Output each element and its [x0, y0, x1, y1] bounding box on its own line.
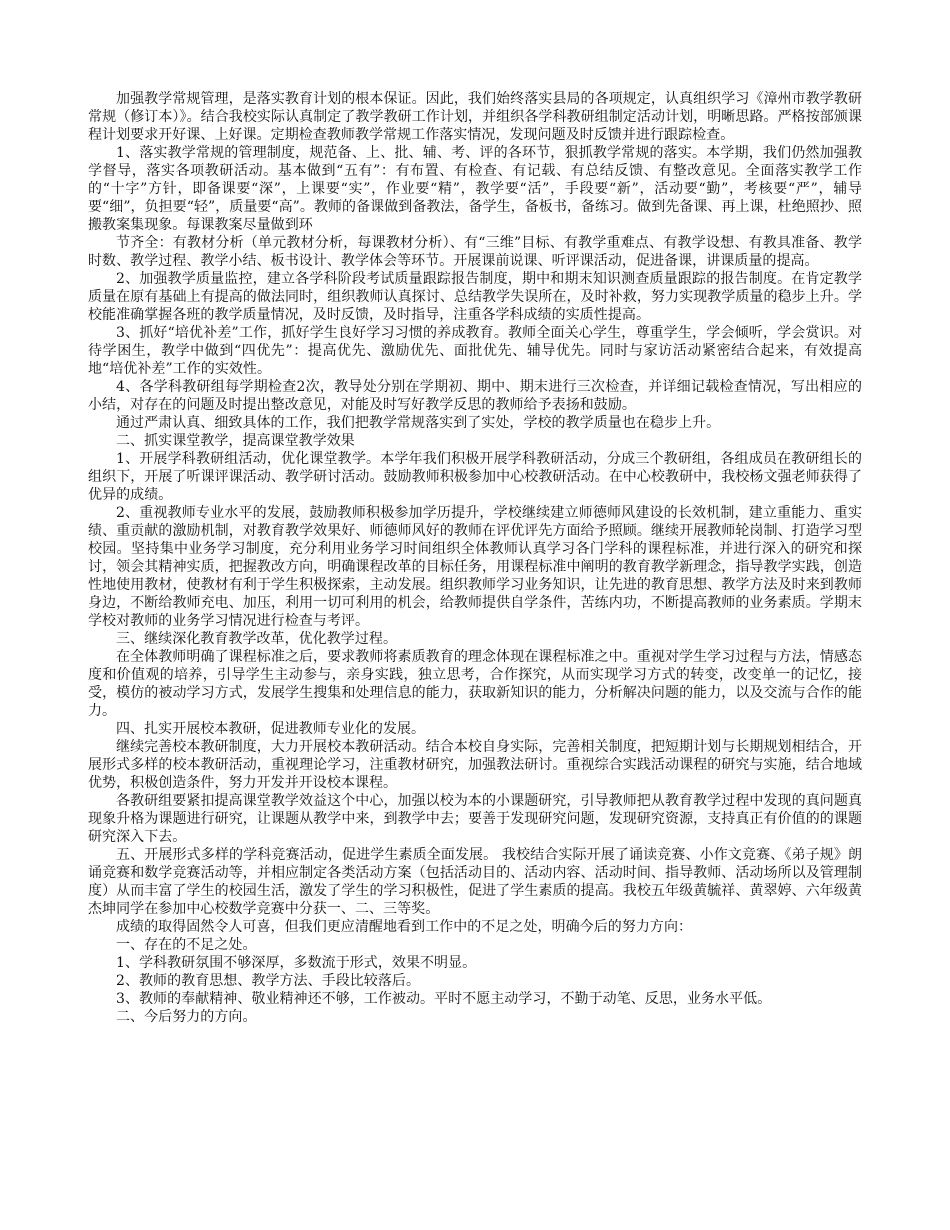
- list-item-shortcoming-3: 3、教师的奉献精神、敬业精神还不够，工作被动。平时不愿主动学习，不勤于动笔、反思，业务水平低。: [116, 991, 772, 1007]
- paragraph-routine-management: 1、落实教学常规的管理制度，规范备、上、批、辅、考、评的各环节，狠抓教学常规的落实。本学期，我们仍然加强教学督导，落实各项教研活动。基本做到“五有”：有布置、有检查、有记载、有总结反馈、有整改意见。全面落实教学工作的“十字”方针，即备课要“深”，上课要“实”，作业要“精”，教学要“活”，手段要“新”，活动要“勤”，考核要“严”，辅导要“细”，负担要“轻”，质量要“高”。教师的备课做到备教法，备学生，备板书，备练习。做到先备课、再上课，杜绝照抄、照搬教案集现象。每课教案尽量做到环: [88, 145, 862, 233]
- paragraph-competitions: 五、开展形式多样的学科竞赛活动，促进学生素质全面发展。 我校结合实际开展了诵读竞赛、小作文竞赛、《弟子规》朗诵竞赛和数学竞赛活动等，并相应制定各类活动方案（包括活动目的、活动内容、活动时间、指导教师、活动场所以及管理制度）从而丰富了学生的校园生活，激发了学生的学习积极性，促进了学生素质的提高。我校五年级黄毓祥、黄翠婷、六年级黄杰坤同学在参加中心校数学竞赛中分获一、二、三等奖。: [88, 847, 862, 917]
- paragraph-quality-monitoring: 2、加强教学质量监控，建立各学科阶段考试质量跟踪报告制度，期中和期末知识测查质量跟踪的报告制度。在肯定教学质量在原有基础上有提高的做法同时，组织教师认真探讨、总结教学失误所在，及时补救，努力实现教学质量的稳步上升。学校能准确掌握各班的教学质量情况，及时反馈，及时指导，注重各学科成绩的实质性提高。: [88, 271, 862, 323]
- paragraph-research-groups: 1、开展学科教研组活动，优化课堂教学。本学年我们积极开展学科教研活动，分成三个教研组，各组成员在教研组长的组织下，开展了听课评课活动、教学研讨活动。鼓励教师积极参加中心校教研活动。在中心校教研中，我校杨文强老师获得了优异的成绩。: [88, 451, 862, 503]
- paragraph-inspections: 4、各学科教研组每学期检查2次，教导处分别在学期初、期中、期末进行三次检查，并详细记载检查情况，写出相应的小结，对存在的问题及时提出整改意见，对能及时写好教学反思的教师给予表扬和鼓励。: [88, 379, 862, 413]
- paragraph-curriculum-standards: 在全体教师明确了课程标准之后，要求教师将素质教育的理念体现在课程标准之中。重视对学生学习过程与方法，情感态度和价值观的培养，引导学生主动参与，亲身实践，独立思考，合作探究，从而实现学习方式的转变，改变单一的记忆，接受，模仿的被动学习方式，发展学生搜集和处理信息的能力，获取新知识的能力，分析解决问题的能力，以及交流与合作的能力。: [88, 649, 862, 719]
- paragraph-school-research-system: 继续完善校本教研制度，大力开展校本教研活动。结合本校自身实际，完善相关制度，把短期计划与长期规划相结合，开展形式多样的校本教研活动，重视理论学习，注重教材研究，加强教法研讨。重视综合实践活动课程的研究与实施，结合地域优势，积极创造条件，努力开发并开设校本课程。: [88, 739, 862, 791]
- section-heading-future-direction: 二、今后努力的方向。: [116, 1009, 257, 1025]
- section-heading-reform: 三、继续深化教育教学改革，优化教学过程。: [116, 631, 397, 647]
- paragraph-routine-summary: 通过严肃认真、细致具体的工作，我们把教学常规落实到了实处，学校的教学质量也在稳步上升。: [116, 415, 721, 431]
- paragraph-achievements-reflection: 成绩的取得固然令人可喜，但我们更应清醒地看到工作中的不足之处，明确今后的努力方向：: [116, 919, 693, 935]
- paragraph-intro: 加强教学常规管理，是落实教育计划的根本保证。因此，我们始终落实县局的各项规定，认真组织学习《漳州市教学教研常规（修订本）》。结合我校实际认真制定了教学教研工作计划，并组织各学科教研组制定活动计划，明晰思路。严格按部颁课程计划要求开好课、上好课。定期检查教师教学常规工作落实情况，发现问题及时反馈并进行跟踪检查。: [88, 91, 862, 143]
- paragraph-lesson-plan-components: 节齐全：有教材分析（单元教材分析，每课教材分析）、有“三维”目标、有教学重难点、有教学设想、有教具准备、教学时数、教学过程、教学小结、板书设计、教学体会等环节。开展课前说课、听评课活动，促进备课，讲课质量的提高。: [88, 235, 862, 269]
- list-item-shortcoming-2: 2、教师的教育思想、教学方法、手段比较落后。: [116, 973, 421, 989]
- list-item-shortcoming-1: 1、学科教研氛围不够深厚，多数流于形式，效果不明显。: [116, 955, 477, 971]
- section-heading-classroom: 二、抓实课堂教学，提高课堂教学效果: [116, 433, 355, 449]
- section-heading-school-research: 四、扎实开展校本教研，促进教师专业化的发展。: [116, 721, 426, 737]
- section-heading-shortcomings: 一、存在的不足之处。: [116, 937, 257, 953]
- paragraph-professional-development: 2、重视教师专业水平的发展，鼓励教师积极参加学历提升，学校继续建立师德师风建设的长效机制，建立重能力、重实绩、重贡献的激励机制，对教育教学效果好、师德师风好的教师在评优评先方面给予照顾。继续开展教师轮岗制、打造学习型校园。坚持集中业务学习制度，充分利用业务学习时间组织全体教师认真学习各门学科的课程标准，并进行深入的研究和探讨，领会其精神实质，把握教改方向，明确课程改革的目标任务，用课程标准中阐明的教育教学新理念，指导教学实践，创造性地使用教材，使教材有利于学生积极探索，主动发展。组织教师学习业务知识，让先进的教育思想、教学方法及时来到教师身边，不断给教师充电、加压，利用一切可利用的机会，给教师提供自学条件，苦练内功，不断提高教师的业务素质。学期末学校对教师的业务学习情况进行检查与考评。: [88, 505, 862, 629]
- paragraph-small-topic-research: 各教研组要紧扣提高课堂教学效益这个中心，加强以校为本的小课题研究，引导教师把从教育教学过程中发现的真问题真现象升格为课题进行研究，让课题从教学中来，到教学中去；要善于发现研究问题，发现研究资源，支持真正有价值的的课题研究深入下去。: [88, 793, 862, 845]
- paragraph-student-support: 3、抓好“培优补差”工作，抓好学生良好学习习惯的养成教育。教师全面关心学生，尊重学生，学会倾听，学会赏识。对待学困生，教学中做到“四优先”：提高优先、激励优先、面批优先、辅导优先。同时与家访活动紧密结合起来，有效提高地“培优补差”工作的实效性。: [88, 325, 862, 377]
